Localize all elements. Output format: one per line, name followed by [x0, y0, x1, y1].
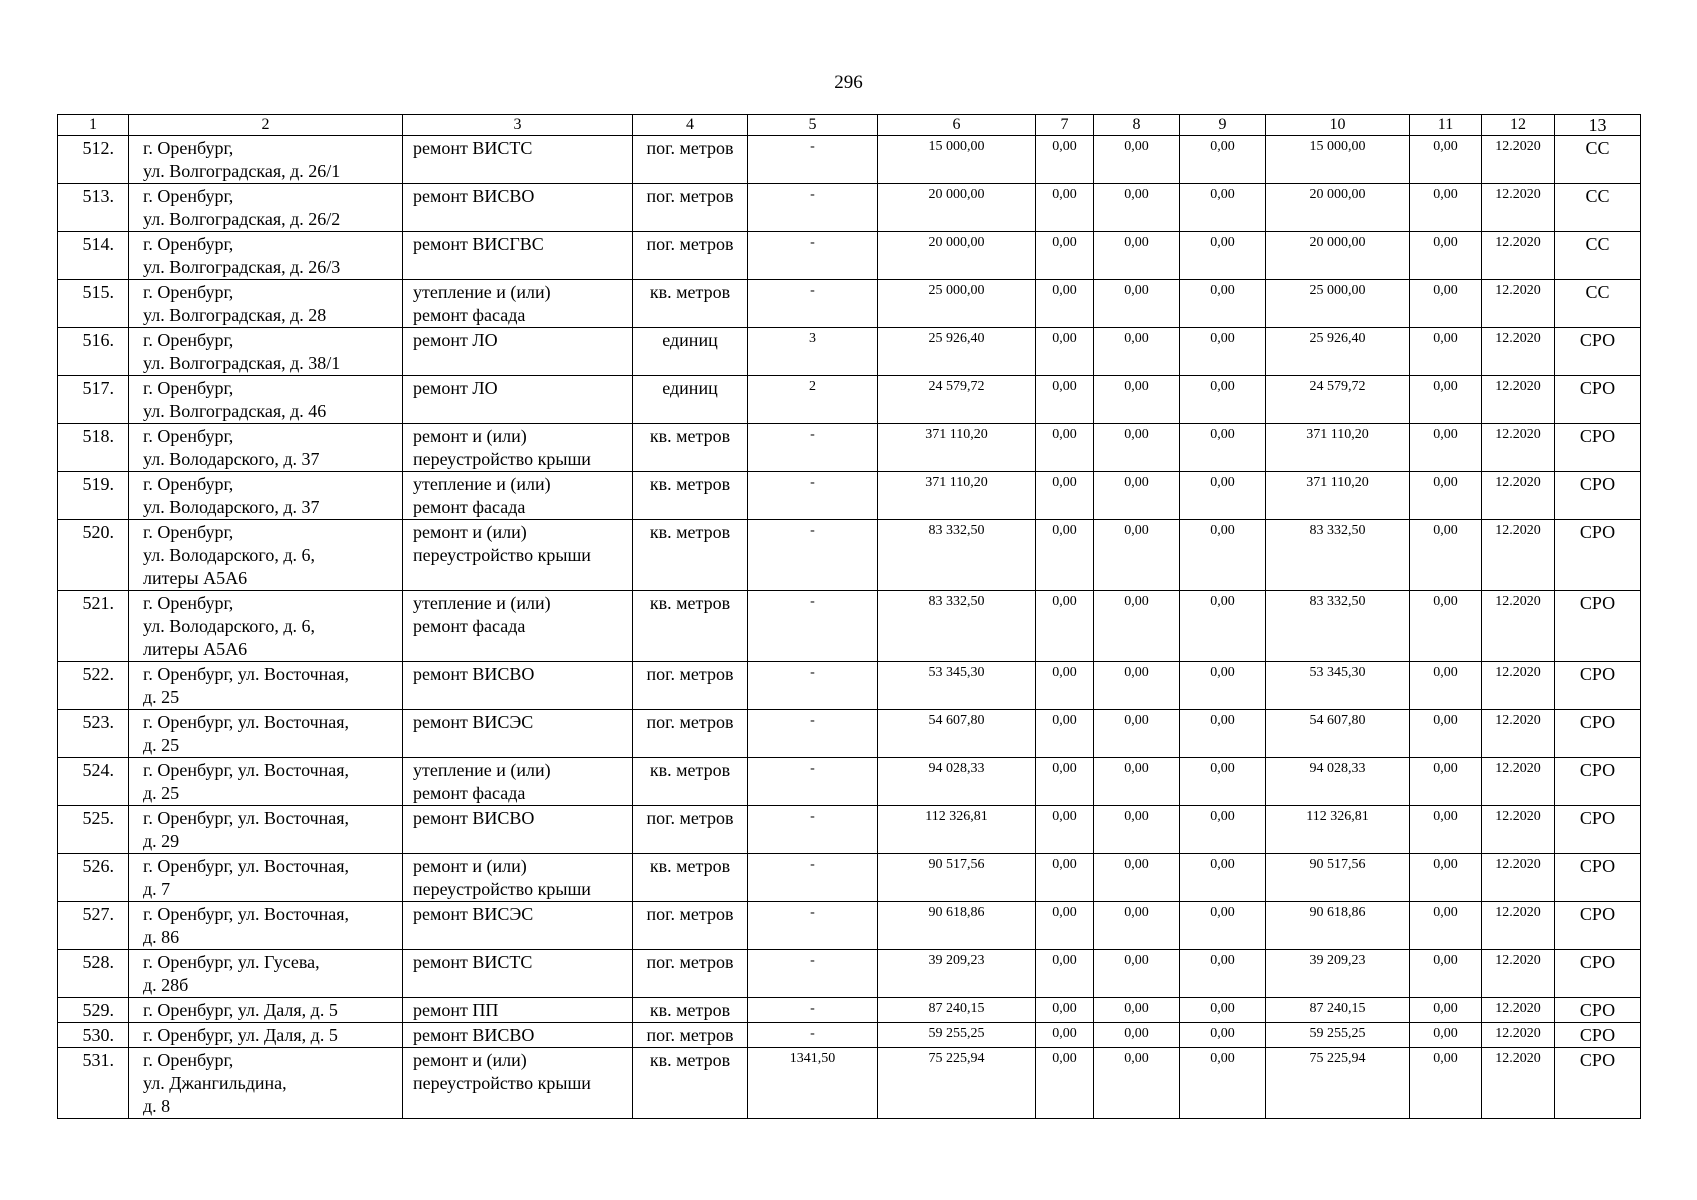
column-header: 6: [878, 115, 1036, 136]
unit-cell: кв. метров: [633, 854, 748, 902]
cost-cell: 0,00: [1094, 902, 1180, 950]
cost-cell: 0,00: [1180, 854, 1266, 902]
unit-cell: кв. метров: [633, 1048, 748, 1119]
completion-date-cell: 12.2020: [1482, 710, 1555, 758]
cost-cell: 0,00: [1094, 806, 1180, 854]
total-cost-cell: 83 332,50: [878, 591, 1036, 662]
cost-cell: 0,00: [1410, 472, 1482, 520]
total-cost-cell: 59 255,25: [878, 1023, 1036, 1048]
address-cell: г. Оренбург, ул. Волгоградская, д. 26/3: [129, 232, 403, 280]
cost-cell: 0,00: [1180, 591, 1266, 662]
cost-cell: 0,00: [1036, 136, 1094, 184]
quantity-cell: -: [748, 280, 878, 328]
column-header: 9: [1180, 115, 1266, 136]
work-type-cell: ремонт ВИСЭС: [403, 710, 633, 758]
column-header: 4: [633, 115, 748, 136]
work-type-cell: ремонт ВИСВО: [403, 806, 633, 854]
row-number: 513.: [58, 184, 129, 232]
address-cell: г. Оренбург, ул. Волгоградская, д. 26/2: [129, 184, 403, 232]
quantity-cell: -: [748, 232, 878, 280]
completion-date-cell: 12.2020: [1482, 328, 1555, 376]
cost-cell: 83 332,50: [1266, 591, 1410, 662]
cost-cell: 0,00: [1036, 1048, 1094, 1119]
completion-date-cell: 12.2020: [1482, 662, 1555, 710]
total-cost-cell: 90 618,86: [878, 902, 1036, 950]
table-row: [58, 902, 1641, 950]
completion-date-cell: 12.2020: [1482, 184, 1555, 232]
method-cell: СРО: [1555, 472, 1641, 520]
method-cell: СРО: [1555, 854, 1641, 902]
table-row: [58, 232, 1641, 280]
quantity-cell: 1341,50: [748, 1048, 878, 1119]
cost-cell: 0,00: [1410, 854, 1482, 902]
completion-date-cell: 12.2020: [1482, 950, 1555, 998]
total-cost-cell: 20 000,00: [878, 184, 1036, 232]
quantity-cell: -: [748, 591, 878, 662]
total-cost-cell: 25 000,00: [878, 280, 1036, 328]
cost-cell: 0,00: [1094, 1048, 1180, 1119]
capital-repair-table: [57, 114, 1641, 1119]
table-row: [58, 662, 1641, 710]
quantity-cell: -: [748, 854, 878, 902]
unit-cell: кв. метров: [633, 758, 748, 806]
total-cost-cell: 112 326,81: [878, 806, 1036, 854]
cost-cell: 0,00: [1036, 328, 1094, 376]
page-number: 296: [834, 72, 863, 93]
completion-date-cell: 12.2020: [1482, 1023, 1555, 1048]
cost-cell: 24 579,72: [1266, 376, 1410, 424]
completion-date-cell: 12.2020: [1482, 136, 1555, 184]
cost-cell: 0,00: [1094, 328, 1180, 376]
method-cell: СРО: [1555, 1023, 1641, 1048]
cost-cell: 0,00: [1036, 998, 1094, 1023]
address-cell: г. Оренбург, ул. Джангильдина, д. 8: [129, 1048, 403, 1119]
work-type-cell: ремонт ВИСВО: [403, 662, 633, 710]
row-number: 527.: [58, 902, 129, 950]
cost-cell: 0,00: [1094, 1023, 1180, 1048]
work-type-cell: ремонт ПП: [403, 998, 633, 1023]
total-cost-cell: 371 110,20: [878, 472, 1036, 520]
cost-cell: 25 926,40: [1266, 328, 1410, 376]
method-cell: СРО: [1555, 998, 1641, 1023]
cost-cell: 83 332,50: [1266, 520, 1410, 591]
method-cell: СС: [1555, 184, 1641, 232]
work-type-cell: ремонт и (или) переустройство крыши: [403, 854, 633, 902]
column-header: 7: [1036, 115, 1094, 136]
cost-cell: 0,00: [1180, 472, 1266, 520]
cost-cell: 0,00: [1094, 854, 1180, 902]
cost-cell: 0,00: [1410, 184, 1482, 232]
total-cost-cell: 87 240,15: [878, 998, 1036, 1023]
address-cell: г. Оренбург, ул. Восточная, д. 7: [129, 854, 403, 902]
table-row: [58, 424, 1641, 472]
row-number: 521.: [58, 591, 129, 662]
address-cell: г. Оренбург, ул. Восточная, д. 25: [129, 662, 403, 710]
row-number: 522.: [58, 662, 129, 710]
row-number: 523.: [58, 710, 129, 758]
cost-cell: 0,00: [1036, 232, 1094, 280]
cost-cell: 0,00: [1410, 424, 1482, 472]
cost-cell: 0,00: [1094, 424, 1180, 472]
quantity-cell: -: [748, 950, 878, 998]
cost-cell: 0,00: [1180, 136, 1266, 184]
cost-cell: 0,00: [1036, 710, 1094, 758]
cost-cell: 0,00: [1036, 520, 1094, 591]
cost-cell: 0,00: [1180, 902, 1266, 950]
quantity-cell: -: [748, 662, 878, 710]
quantity-cell: -: [748, 710, 878, 758]
column-header: 3: [403, 115, 633, 136]
cost-cell: 0,00: [1180, 232, 1266, 280]
unit-cell: кв. метров: [633, 591, 748, 662]
cost-cell: 25 000,00: [1266, 280, 1410, 328]
quantity-cell: -: [748, 902, 878, 950]
cost-cell: 0,00: [1036, 591, 1094, 662]
cost-cell: 0,00: [1180, 1048, 1266, 1119]
cost-cell: 0,00: [1094, 950, 1180, 998]
completion-date-cell: 12.2020: [1482, 854, 1555, 902]
table-row: [58, 184, 1641, 232]
address-cell: г. Оренбург, ул. Володарского, д. 6, литеры А5А6: [129, 591, 403, 662]
cost-cell: 0,00: [1180, 1023, 1266, 1048]
unit-cell: пог. метров: [633, 136, 748, 184]
table-row: [58, 806, 1641, 854]
work-type-cell: ремонт ВИСТС: [403, 950, 633, 998]
cost-cell: 0,00: [1036, 376, 1094, 424]
table-row: [58, 950, 1641, 998]
address-cell: г. Оренбург, ул. Восточная, д. 25: [129, 758, 403, 806]
table-row: [58, 998, 1641, 1023]
unit-cell: кв. метров: [633, 472, 748, 520]
cost-cell: 0,00: [1180, 328, 1266, 376]
table-row: [58, 328, 1641, 376]
total-cost-cell: 54 607,80: [878, 710, 1036, 758]
table-row: [58, 472, 1641, 520]
cost-cell: 90 618,86: [1266, 902, 1410, 950]
quantity-cell: 2: [748, 376, 878, 424]
cost-cell: 0,00: [1180, 758, 1266, 806]
address-cell: г. Оренбург, ул. Гусева, д. 28б: [129, 950, 403, 998]
work-type-cell: ремонт ВИСВО: [403, 1023, 633, 1048]
cost-cell: 0,00: [1410, 998, 1482, 1023]
work-type-cell: утепление и (или) ремонт фасада: [403, 591, 633, 662]
method-cell: СРО: [1555, 520, 1641, 591]
table-row: [58, 136, 1641, 184]
cost-cell: 0,00: [1410, 1048, 1482, 1119]
method-cell: СРО: [1555, 376, 1641, 424]
table-row: [58, 758, 1641, 806]
quantity-cell: -: [748, 998, 878, 1023]
column-header: 8: [1094, 115, 1180, 136]
method-cell: СРО: [1555, 710, 1641, 758]
total-cost-cell: 53 345,30: [878, 662, 1036, 710]
cost-cell: 0,00: [1036, 854, 1094, 902]
address-cell: г. Оренбург, ул. Волгоградская, д. 28: [129, 280, 403, 328]
quantity-cell: 3: [748, 328, 878, 376]
unit-cell: пог. метров: [633, 806, 748, 854]
cost-cell: 0,00: [1410, 376, 1482, 424]
unit-cell: пог. метров: [633, 710, 748, 758]
work-type-cell: ремонт ЛО: [403, 328, 633, 376]
work-type-cell: ремонт и (или) переустройство крыши: [403, 1048, 633, 1119]
row-number: 525.: [58, 806, 129, 854]
method-cell: СРО: [1555, 950, 1641, 998]
table-row: [58, 520, 1641, 591]
unit-cell: пог. метров: [633, 902, 748, 950]
column-header: 13: [1555, 115, 1641, 136]
work-type-cell: утепление и (или) ремонт фасада: [403, 472, 633, 520]
cost-cell: 0,00: [1410, 1023, 1482, 1048]
cost-cell: 0,00: [1094, 280, 1180, 328]
row-number: 514.: [58, 232, 129, 280]
address-cell: г. Оренбург, ул. Даля, д. 5: [129, 1023, 403, 1048]
unit-cell: кв. метров: [633, 424, 748, 472]
cost-cell: 0,00: [1036, 184, 1094, 232]
total-cost-cell: 15 000,00: [878, 136, 1036, 184]
address-cell: г. Оренбург, ул. Волгоградская, д. 26/1: [129, 136, 403, 184]
method-cell: СРО: [1555, 806, 1641, 854]
cost-cell: 0,00: [1036, 424, 1094, 472]
row-number: 524.: [58, 758, 129, 806]
quantity-cell: -: [748, 806, 878, 854]
column-header: 10: [1266, 115, 1410, 136]
row-number: 531.: [58, 1048, 129, 1119]
total-cost-cell: 94 028,33: [878, 758, 1036, 806]
cost-cell: 0,00: [1180, 998, 1266, 1023]
cost-cell: 0,00: [1036, 806, 1094, 854]
completion-date-cell: 12.2020: [1482, 591, 1555, 662]
method-cell: СРО: [1555, 424, 1641, 472]
unit-cell: пог. метров: [633, 1023, 748, 1048]
cost-cell: 53 345,30: [1266, 662, 1410, 710]
total-cost-cell: 39 209,23: [878, 950, 1036, 998]
work-type-cell: ремонт ЛО: [403, 376, 633, 424]
address-cell: г. Оренбург, ул. Володарского, д. 6, литеры А5А6: [129, 520, 403, 591]
cost-cell: 0,00: [1094, 591, 1180, 662]
cost-cell: 20 000,00: [1266, 184, 1410, 232]
completion-date-cell: 12.2020: [1482, 902, 1555, 950]
completion-date-cell: 12.2020: [1482, 424, 1555, 472]
cost-cell: 0,00: [1410, 328, 1482, 376]
quantity-cell: -: [748, 758, 878, 806]
cost-cell: 0,00: [1094, 710, 1180, 758]
completion-date-cell: 12.2020: [1482, 280, 1555, 328]
cost-cell: 0,00: [1410, 710, 1482, 758]
method-cell: СС: [1555, 232, 1641, 280]
address-cell: г. Оренбург, ул. Володарского, д. 37: [129, 472, 403, 520]
quantity-cell: -: [748, 136, 878, 184]
cost-cell: 0,00: [1036, 280, 1094, 328]
total-cost-cell: 371 110,20: [878, 424, 1036, 472]
completion-date-cell: 12.2020: [1482, 998, 1555, 1023]
cost-cell: 0,00: [1180, 950, 1266, 998]
address-cell: г. Оренбург, ул. Володарского, д. 37: [129, 424, 403, 472]
cost-cell: 0,00: [1094, 472, 1180, 520]
completion-date-cell: 12.2020: [1482, 758, 1555, 806]
cost-cell: 0,00: [1094, 232, 1180, 280]
row-number: 528.: [58, 950, 129, 998]
cost-cell: 0,00: [1180, 184, 1266, 232]
row-number: 515.: [58, 280, 129, 328]
work-type-cell: ремонт ВИСТС: [403, 136, 633, 184]
cost-cell: 0,00: [1410, 136, 1482, 184]
column-header: 1: [58, 115, 129, 136]
unit-cell: кв. метров: [633, 998, 748, 1023]
cost-cell: 94 028,33: [1266, 758, 1410, 806]
cost-cell: 90 517,56: [1266, 854, 1410, 902]
row-number: 529.: [58, 998, 129, 1023]
cost-cell: 0,00: [1410, 280, 1482, 328]
cost-cell: 15 000,00: [1266, 136, 1410, 184]
total-cost-cell: 25 926,40: [878, 328, 1036, 376]
total-cost-cell: 24 579,72: [878, 376, 1036, 424]
cost-cell: 0,00: [1036, 758, 1094, 806]
total-cost-cell: 83 332,50: [878, 520, 1036, 591]
header-row: [58, 115, 1641, 136]
unit-cell: единиц: [633, 376, 748, 424]
quantity-cell: -: [748, 472, 878, 520]
cost-cell: 0,00: [1094, 758, 1180, 806]
method-cell: СС: [1555, 280, 1641, 328]
row-number: 530.: [58, 1023, 129, 1048]
method-cell: СРО: [1555, 328, 1641, 376]
completion-date-cell: 12.2020: [1482, 1048, 1555, 1119]
address-cell: г. Оренбург, ул. Даля, д. 5: [129, 998, 403, 1023]
row-number: 526.: [58, 854, 129, 902]
completion-date-cell: 12.2020: [1482, 520, 1555, 591]
cost-cell: 39 209,23: [1266, 950, 1410, 998]
cost-cell: 0,00: [1180, 280, 1266, 328]
cost-cell: 54 607,80: [1266, 710, 1410, 758]
table-row: [58, 376, 1641, 424]
column-header: 12: [1482, 115, 1555, 136]
work-type-cell: утепление и (или) ремонт фасада: [403, 280, 633, 328]
row-number: 519.: [58, 472, 129, 520]
method-cell: СРО: [1555, 591, 1641, 662]
cost-cell: 0,00: [1094, 998, 1180, 1023]
address-cell: г. Оренбург, ул. Волгоградская, д. 46: [129, 376, 403, 424]
completion-date-cell: 12.2020: [1482, 806, 1555, 854]
table-row: [58, 1048, 1641, 1119]
cost-cell: 0,00: [1410, 232, 1482, 280]
method-cell: СС: [1555, 136, 1641, 184]
address-cell: г. Оренбург, ул. Восточная, д. 86: [129, 902, 403, 950]
cost-cell: 0,00: [1410, 806, 1482, 854]
method-cell: СРО: [1555, 1048, 1641, 1119]
method-cell: СРО: [1555, 902, 1641, 950]
cost-cell: 0,00: [1410, 520, 1482, 591]
unit-cell: кв. метров: [633, 520, 748, 591]
quantity-cell: -: [748, 520, 878, 591]
unit-cell: пог. метров: [633, 232, 748, 280]
unit-cell: единиц: [633, 328, 748, 376]
cost-cell: 0,00: [1094, 376, 1180, 424]
cost-cell: 0,00: [1094, 662, 1180, 710]
table-row: [58, 710, 1641, 758]
completion-date-cell: 12.2020: [1482, 376, 1555, 424]
quantity-cell: -: [748, 424, 878, 472]
cost-cell: 0,00: [1410, 662, 1482, 710]
cost-cell: 0,00: [1036, 662, 1094, 710]
column-header: 2: [129, 115, 403, 136]
cost-cell: 0,00: [1180, 424, 1266, 472]
unit-cell: пог. метров: [633, 184, 748, 232]
work-type-cell: утепление и (или) ремонт фасада: [403, 758, 633, 806]
cost-cell: 0,00: [1410, 758, 1482, 806]
row-number: 512.: [58, 136, 129, 184]
unit-cell: кв. метров: [633, 280, 748, 328]
cost-cell: 0,00: [1410, 902, 1482, 950]
cost-cell: 0,00: [1036, 472, 1094, 520]
cost-cell: 0,00: [1180, 806, 1266, 854]
method-cell: СРО: [1555, 662, 1641, 710]
table-row: [58, 591, 1641, 662]
cost-cell: 0,00: [1036, 1023, 1094, 1048]
table-body: [58, 136, 1641, 1119]
table-row: [58, 1023, 1641, 1048]
cost-cell: 87 240,15: [1266, 998, 1410, 1023]
cost-cell: 0,00: [1036, 902, 1094, 950]
address-cell: г. Оренбург, ул. Восточная, д. 29: [129, 806, 403, 854]
cost-cell: 0,00: [1180, 376, 1266, 424]
work-type-cell: ремонт ВИСГВС: [403, 232, 633, 280]
quantity-cell: -: [748, 184, 878, 232]
cost-cell: 0,00: [1094, 136, 1180, 184]
column-header: 5: [748, 115, 878, 136]
row-number: 520.: [58, 520, 129, 591]
cost-cell: 20 000,00: [1266, 232, 1410, 280]
cost-cell: 0,00: [1410, 591, 1482, 662]
work-type-cell: ремонт ВИСЭС: [403, 902, 633, 950]
column-header: 11: [1410, 115, 1482, 136]
address-cell: г. Оренбург, ул. Восточная, д. 25: [129, 710, 403, 758]
cost-cell: 0,00: [1094, 520, 1180, 591]
completion-date-cell: 12.2020: [1482, 232, 1555, 280]
row-number: 518.: [58, 424, 129, 472]
method-cell: СРО: [1555, 758, 1641, 806]
total-cost-cell: 20 000,00: [878, 232, 1036, 280]
quantity-cell: -: [748, 1023, 878, 1048]
cost-cell: 0,00: [1180, 662, 1266, 710]
table-row: [58, 854, 1641, 902]
cost-cell: 59 255,25: [1266, 1023, 1410, 1048]
unit-cell: пог. метров: [633, 950, 748, 998]
work-type-cell: ремонт ВИСВО: [403, 184, 633, 232]
cost-cell: 0,00: [1180, 710, 1266, 758]
work-type-cell: ремонт и (или) переустройство крыши: [403, 424, 633, 472]
row-number: 517.: [58, 376, 129, 424]
completion-date-cell: 12.2020: [1482, 472, 1555, 520]
cost-cell: 0,00: [1180, 520, 1266, 591]
table-row: [58, 280, 1641, 328]
total-cost-cell: 75 225,94: [878, 1048, 1036, 1119]
cost-cell: 371 110,20: [1266, 472, 1410, 520]
unit-cell: пог. метров: [633, 662, 748, 710]
cost-cell: 371 110,20: [1266, 424, 1410, 472]
cost-cell: 75 225,94: [1266, 1048, 1410, 1119]
address-cell: г. Оренбург, ул. Волгоградская, д. 38/1: [129, 328, 403, 376]
row-number: 516.: [58, 328, 129, 376]
cost-cell: 0,00: [1036, 950, 1094, 998]
cost-cell: 0,00: [1094, 184, 1180, 232]
work-type-cell: ремонт и (или) переустройство крыши: [403, 520, 633, 591]
cost-cell: 112 326,81: [1266, 806, 1410, 854]
cost-cell: 0,00: [1410, 950, 1482, 998]
total-cost-cell: 90 517,56: [878, 854, 1036, 902]
